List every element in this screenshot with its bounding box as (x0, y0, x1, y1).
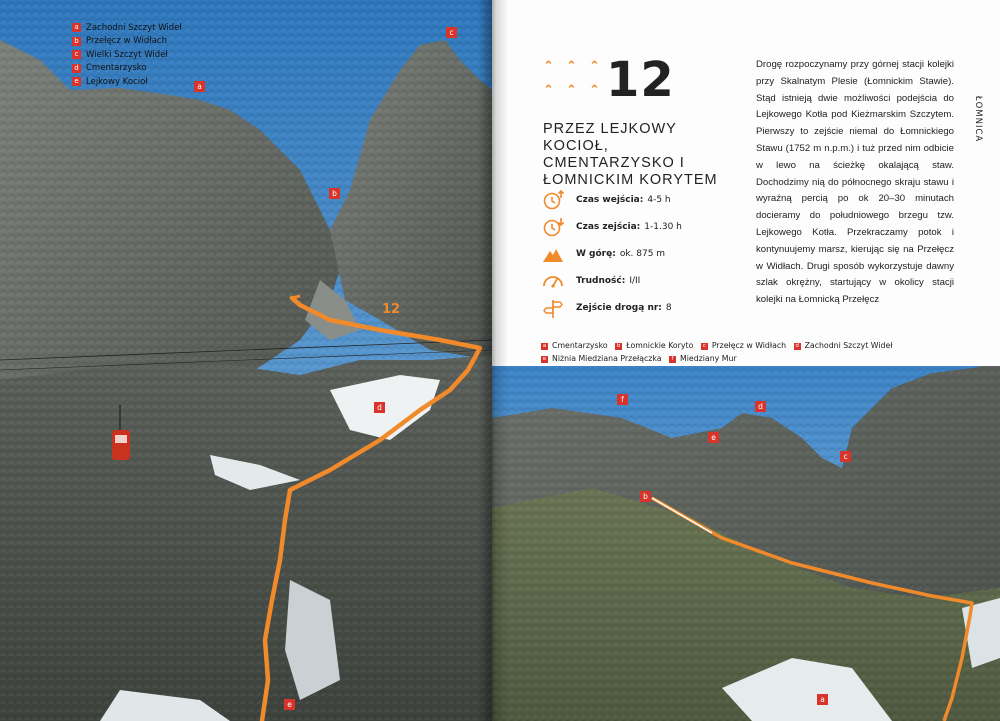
legend-label: Lejkowy Kocioł (86, 76, 148, 87)
photo-pin-a: a (194, 81, 205, 92)
chevron-up-icon: ⌃ (589, 83, 600, 98)
stat-value: ok. 875 m (619, 248, 666, 259)
mountain-icon (542, 243, 564, 265)
section-side-label (975, 86, 989, 156)
photo-pin-c-right: c (840, 451, 851, 462)
stat-descent-time (542, 213, 682, 240)
photo-pin-b: b (329, 188, 340, 199)
caption-item (701, 341, 786, 350)
photo-pin-e-right: e (708, 432, 719, 443)
legend-item (72, 35, 182, 49)
stat-label: Czas zejścia: (576, 221, 641, 232)
marker-d: d (795, 342, 799, 349)
stat-value: 4-5 h (647, 194, 671, 205)
marker-a: a (542, 342, 547, 349)
photo-pin-d: d (374, 402, 385, 413)
route-number-badge: 12 (382, 302, 401, 317)
stat-ascent-time (542, 186, 682, 213)
caption-item (794, 341, 893, 350)
photo-pin-e: e (284, 699, 295, 710)
caption-label: Łomnickie Koryto (626, 341, 694, 350)
marker-f: f (669, 356, 676, 363)
chevron-up-icon: ⌃ (566, 59, 577, 74)
photo-pin-c: c (446, 27, 457, 38)
signpost-icon (542, 297, 564, 319)
chevron-up-icon: ⌃ (543, 83, 554, 98)
mountain-photo-right (492, 355, 1000, 721)
stat-descent-route (542, 294, 682, 321)
route-number: 12 (606, 52, 675, 108)
caption-label: Miedziany Mur (680, 354, 737, 363)
chevron-up-icon: ⌃ (543, 59, 554, 74)
stat-elevation-gain (542, 240, 682, 267)
caption-item (541, 341, 608, 350)
legend-item (72, 21, 182, 35)
marker-b: b (72, 37, 81, 46)
marker-c: c (702, 342, 706, 349)
stat-label: Zejście drogą nr: (576, 302, 662, 313)
stat-value: I/II (629, 275, 641, 286)
legend-item (72, 48, 182, 62)
legend-label: Wielki Szczyt Wideł (86, 49, 168, 60)
stat-value: 8 (665, 302, 672, 313)
marker-a: a (72, 23, 81, 32)
chevron-up-icon: ⌃ (589, 59, 600, 74)
photo-legend (72, 21, 182, 89)
caption-item (541, 354, 662, 363)
photo-caption (541, 339, 951, 365)
caption-label: Przełęcz w Widłach (711, 341, 787, 350)
mountain-photo (0, 0, 492, 721)
marker-e: e (72, 77, 81, 86)
marker-d: d (72, 64, 81, 73)
caption-label: Cmentarzysko (552, 341, 608, 350)
chevron-up-icon: ⌃ (566, 83, 577, 98)
route-title: PRZEZ LEJKOWY KOCIOŁ, CMENTARZYSKO I ŁOMNICKIM KORYTEM (543, 121, 718, 188)
photo-pin-f: f (617, 394, 628, 405)
photo-pin-a-right: a (817, 694, 828, 705)
marker-e: e (542, 355, 547, 362)
legend-label: Zachodni Szczyt Wideł (86, 22, 182, 33)
stat-value: 1-1.30 h (644, 221, 682, 232)
stat-label: Czas wejścia: (576, 194, 644, 205)
legend-item (72, 75, 182, 89)
stat-label: Trudność: (576, 275, 626, 286)
left-page-photo (0, 0, 492, 721)
photo-pin-d-right: d (755, 401, 766, 412)
route-stats (542, 186, 682, 321)
clock-down-icon (542, 216, 564, 238)
caption-item (615, 341, 693, 350)
legend-label: Przełęcz w Widłach (86, 36, 167, 47)
legend-label: Cmentarzysko (86, 63, 147, 74)
side-label-text: ŁOMNICA (973, 95, 984, 143)
legend-item (72, 62, 182, 76)
marker-b: b (616, 342, 621, 349)
route-description: Drogę rozpoczynamy przy górnej stacji kolejki przy Skalnatym Plesie (Łomnickim Stawie). Stąd istnieją dwie możliwości podejścia do Lejkowego Kotła pod Kieżmarskim Szczytem. Pierwszy to zejście niemal do Łomnickiego Stawu (1752 m n.p.m.) i tuż przed nim odbicie w lewo na ścieżkę okalającą staw. Dochodzimy nią do północnego skraju stawu i wyraźną percią po ok 20–30 minutach docieramy do południowego brzegu tzw. Lejkowego Kotła. Przekraczamy potok i kontynuujemy marsz, kierując się na Przełęcz w Widłach. Drugi sposób wykorzystuje dawny szlak okrężny, startujący w okolicy stacji kolejki na Łomnicką Przełęcz (756, 59, 954, 306)
stat-label: W górę: (576, 248, 616, 259)
caption-label: Niżnia Miedziana Przełączka (552, 354, 662, 363)
caption-item (669, 354, 737, 363)
caption-label: Zachodni Szczyt Wideł (804, 341, 893, 350)
clock-up-icon (542, 189, 564, 211)
book-gutter (478, 0, 508, 721)
marker-c: c (72, 50, 81, 59)
stat-difficulty (542, 267, 682, 294)
photo-pin-b-right: b (640, 491, 651, 502)
gauge-icon (542, 270, 564, 292)
